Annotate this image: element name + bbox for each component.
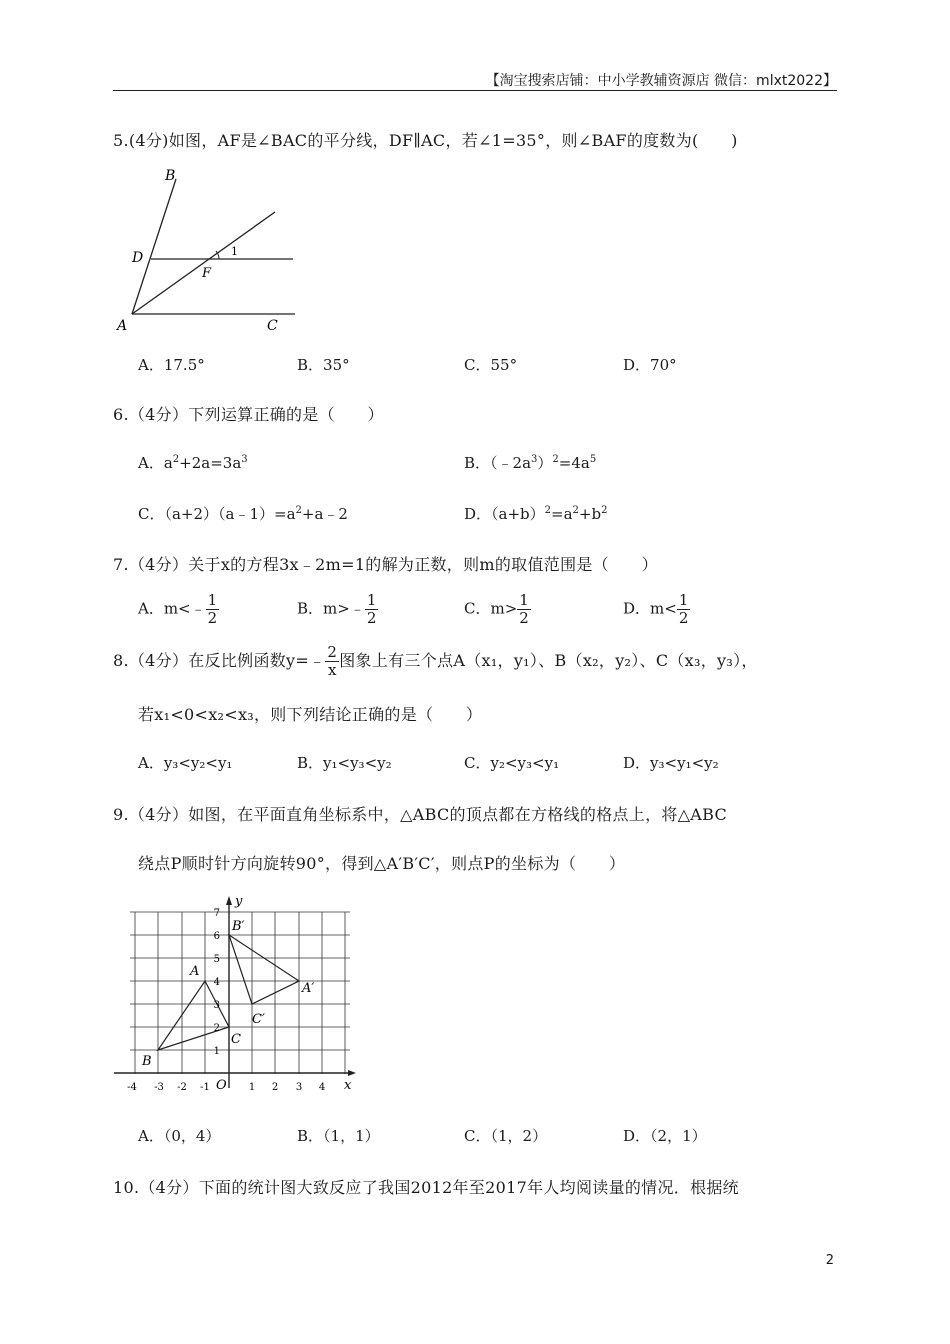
label-b: B [142, 1054, 152, 1069]
label-f: F [202, 266, 212, 281]
q7-option-d: D．m< $\frac{1}{2}$ [623, 591, 689, 627]
label-a: A [190, 964, 200, 979]
line-ab [132, 179, 176, 314]
y-tick-5: 5 [213, 954, 220, 965]
q9-coordinate-grid [112, 890, 362, 1098]
x-tick-4: 4 [318, 1082, 326, 1093]
q7-stem: 7.（4分）关于x的方程3x﹣2m=1的解为正数，则m的取值范围是（ ） [113, 555, 658, 574]
origin-label: O [216, 1078, 227, 1093]
q7-option-a: A．m<﹣ $\frac{1}{2}$ [138, 591, 218, 627]
y-tick-2: 2 [213, 1023, 220, 1034]
label-c-prime: C′ [252, 1012, 265, 1027]
q9-stem-line1: 9.（4分）如图，在平面直角坐标系中，△ABC的顶点都在方格线的格点上，将△ABC [113, 805, 728, 824]
x-tick-1: 1 [248, 1082, 256, 1093]
y-tick-4: 4 [213, 977, 220, 988]
q9-option-b: B．（1，1） [297, 1127, 380, 1145]
q10-stem: 10.（4分）下面的统计图大致反应了我国2012年至2017年人均阅读量的情况．根据统 [113, 1178, 739, 1197]
y-axis-arrow [226, 896, 232, 905]
q9-option-c: C．（1，2） [464, 1127, 548, 1145]
q6-option-a: A．$a^2+2a=3a^3$ [138, 454, 248, 472]
page-number: 2 [825, 1253, 834, 1268]
triangle-abc [158, 981, 229, 1050]
q5-option-b: B．35° [297, 356, 350, 374]
q5-stem: 5.(4分)如图，AF是∠BAC的平分线，DF∥AC，若∠1=35°，则∠BAF的度数为( ) [113, 131, 738, 150]
x-tick-neg1: -1 [200, 1082, 210, 1093]
header-divider [113, 90, 837, 91]
q6-option-d: D．$(a+b)^2=a^2+b^2$ [464, 505, 608, 523]
q7-option-b: B．m>﹣ $\frac{1}{2}$ [297, 591, 377, 627]
q8-option-a: A．y₃<y₂<y₁ [138, 754, 233, 772]
label-c: C [267, 318, 278, 334]
q5-figure [115, 162, 305, 340]
page-header: 【淘宝搜索店铺：中小学教辅资源店 微信：mlxt2022】 [485, 73, 837, 89]
label-a-prime: A′ [302, 981, 315, 996]
x-tick-2: 2 [271, 1082, 279, 1093]
x-tick-neg4: -4 [127, 1082, 137, 1093]
q9-option-d: D．（2，1） [623, 1127, 707, 1145]
q6-stem: 6.（4分）下列运算正确的是（ ） [113, 405, 384, 424]
x-axis-label: x [344, 1078, 352, 1093]
label-d: D [132, 250, 144, 266]
q7-option-c: C．m> $\frac{1}{2}$ [464, 591, 529, 627]
q8-option-b: B．y₁<y₃<y₂ [297, 754, 392, 772]
q8-stem-line1: 8.（4分）在反比例函数y=﹣ $\frac{2}{x}$ 图象上有三个点A（x₁，y₁）、B（x₂，y₂）、C（x₃，y₃）， [113, 643, 758, 679]
line-af [132, 212, 275, 314]
label-a: A [117, 318, 128, 334]
label-c: C [231, 1032, 241, 1047]
x-tick-3: 3 [295, 1082, 303, 1093]
y-tick-7: 7 [213, 908, 220, 919]
q8-option-c: C．y₂<y₃<y₁ [464, 754, 560, 772]
x-tick-neg3: -3 [154, 1082, 164, 1093]
label-b: B [165, 168, 176, 184]
x-tick-neg2: -2 [177, 1082, 187, 1093]
y-tick-6: 6 [213, 931, 220, 942]
q8-option-d: D．y₃<y₁<y₂ [623, 754, 719, 772]
q9-option-a: A．（0，4） [138, 1127, 221, 1145]
q5-option-d: D．70° [623, 356, 677, 374]
y-tick-1: 1 [213, 1046, 220, 1057]
label-b-prime: B′ [232, 919, 245, 934]
q6-option-b: B．$(﹣2a^3)^2=4a^5$ [464, 454, 597, 472]
q6-option-c: C．$(a+2)(a﹣1)=a^2+a﹣2$ [138, 505, 348, 523]
q5-option-c: C．55° [464, 356, 518, 374]
label-angle-1: 1 [231, 245, 238, 258]
q9-stem-line2: 绕点P顺时针方向旋转90°，得到△A′B′C′，则点P的坐标为（ ） [138, 854, 626, 873]
triangle-a1b1c1 [229, 935, 299, 1004]
q8-stem-line2: 若x₁<0<x₂<x₃，则下列结论正确的是（ ） [138, 705, 483, 724]
q5-option-a: A．17.5° [138, 356, 205, 374]
y-tick-3: 3 [213, 1000, 220, 1011]
y-axis-label: y [235, 894, 243, 909]
x-axis-arrow [348, 1070, 356, 1076]
